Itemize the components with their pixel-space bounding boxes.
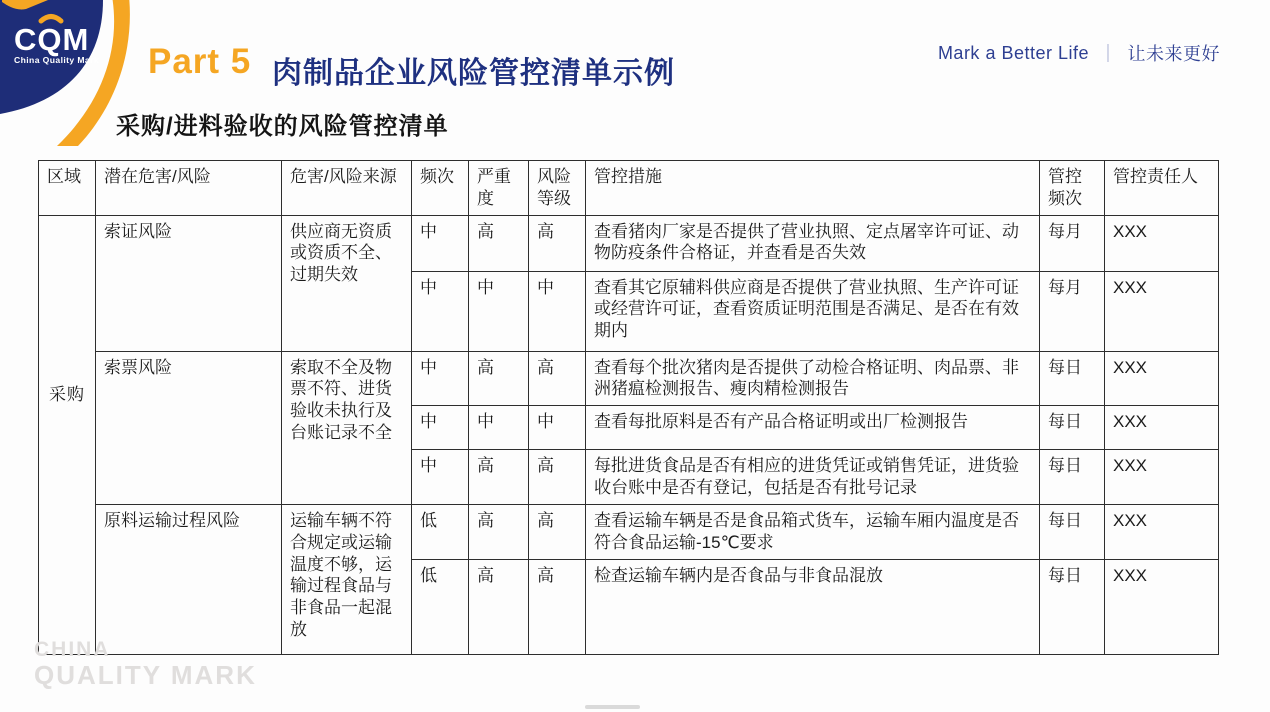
measure-cell: 查看猪肉厂家是否提供了营业执照、定点屠宰许可证、动物防疫条件合格证，并查看是否失效: [586, 215, 1040, 271]
risk-level-cell: 中: [529, 406, 586, 450]
measure-cell: 查看运输车辆是否是食品箱式货车，运输车厢内温度是否符合食品运输-15℃要求: [586, 505, 1040, 560]
brand-tagline: [938, 40, 1220, 66]
tagline-divider: ｜: [1099, 44, 1118, 64]
owner-cell: XXX: [1105, 505, 1219, 560]
measure-cell: 每批进货食品是否有相应的进货凭证或销售凭证，进货验收台账中是否有登记，包括是否有批号记录: [586, 450, 1040, 505]
col-header-area: 区域: [39, 161, 96, 216]
owner-cell: XXX: [1105, 351, 1219, 406]
cqm-logo-graphic: [0, 0, 210, 170]
frequency-cell: 中: [412, 271, 469, 351]
owner-cell: XXX: [1105, 559, 1219, 654]
hazard-cell: 原料运输过程风险: [96, 505, 282, 655]
watermark-line1: CHINA: [34, 638, 111, 661]
tagline-zh: 让未来更好: [1127, 44, 1220, 64]
source-cell: 供应商无资质或资质不全、过期失效: [282, 215, 412, 351]
frequency-cell: 中: [412, 215, 469, 271]
risk-control-table: [38, 160, 1219, 655]
control-frequency-cell: 每日: [1040, 406, 1105, 450]
risk-level-cell: 高: [529, 450, 586, 505]
measure-cell: 查看其它原辅料供应商是否提供了营业执照、生产许可证或经营许可证，查看资质证明范围是否满足、是否在有效期内: [586, 271, 1040, 351]
bottom-bar-artifact: [585, 705, 640, 709]
col-header-frequency: 频次: [412, 161, 469, 216]
measure-cell: 检查运输车辆内是否食品与非食品混放: [586, 559, 1040, 654]
logo-abbr: CQM: [14, 22, 90, 57]
col-header-control-frequency: 管控频次: [1040, 161, 1105, 216]
slide-subtitle: 采购/进料验收的风险管控清单: [116, 113, 449, 140]
frequency-cell: 低: [412, 505, 469, 560]
severity-cell: 高: [469, 450, 529, 505]
control-frequency-cell: 每日: [1040, 450, 1105, 505]
control-frequency-cell: 每月: [1040, 215, 1105, 271]
severity-cell: 中: [469, 406, 529, 450]
area-cell: 采购: [39, 215, 96, 654]
risk-level-cell: 高: [529, 505, 586, 560]
risk-level-cell: 高: [529, 559, 586, 654]
frequency-cell: 低: [412, 559, 469, 654]
cqm-logo: [0, 0, 210, 170]
owner-cell: XXX: [1105, 215, 1219, 271]
owner-cell: XXX: [1105, 271, 1219, 351]
control-frequency-cell: 每日: [1040, 351, 1105, 406]
severity-cell: 高: [469, 559, 529, 654]
watermark-line2: QUALITY MARK: [34, 660, 257, 691]
col-header-risk-level: 风险等级: [529, 161, 586, 216]
col-header-source: 危害/风险来源: [282, 161, 412, 216]
table-header-row: [39, 161, 1219, 216]
risk-level-cell: 中: [529, 271, 586, 351]
col-header-hazard: 潜在危害/风险: [96, 161, 282, 216]
severity-cell: 中: [469, 271, 529, 351]
owner-cell: XXX: [1105, 406, 1219, 450]
tagline-en: Mark a Better Life: [937, 42, 1089, 63]
owner-cell: XXX: [1105, 450, 1219, 505]
logo-subtext: China Quality Mark: [14, 55, 100, 65]
risk-level-cell: 高: [529, 215, 586, 271]
table-row: [39, 215, 1219, 271]
col-header-severity: 严重度: [469, 161, 529, 216]
severity-cell: 高: [469, 215, 529, 271]
measure-cell: 查看每批原料是否有产品合格证明或出厂检测报告: [586, 406, 1040, 450]
slide-title: 肉制品企业风险管控清单示例: [272, 57, 675, 90]
measure-cell: 查看每个批次猪肉是否提供了动检合格证明、肉品票、非洲猪瘟检测报告、瘦肉精检测报告: [586, 351, 1040, 406]
frequency-cell: 中: [412, 450, 469, 505]
control-frequency-cell: 每日: [1040, 559, 1105, 654]
source-cell: 索取不全及物票不符、进货验收未执行及台账记录不全: [282, 351, 412, 505]
control-frequency-cell: 每日: [1040, 505, 1105, 560]
table-row: [39, 505, 1219, 560]
control-frequency-cell: 每月: [1040, 271, 1105, 351]
col-header-measures: 管控措施: [586, 161, 1040, 216]
risk-level-cell: 高: [529, 351, 586, 406]
part-label: Part 5: [148, 42, 252, 81]
hazard-cell: 索票风险: [96, 351, 282, 505]
table-row: [39, 351, 1219, 406]
frequency-cell: 中: [412, 406, 469, 450]
source-cell: 运输车辆不符合规定或运输温度不够，运输过程食品与非食品一起混放: [282, 505, 412, 655]
severity-cell: 高: [469, 351, 529, 406]
hazard-cell: 索证风险: [96, 215, 282, 351]
background-watermark: [34, 638, 257, 690]
frequency-cell: 中: [412, 351, 469, 406]
severity-cell: 高: [469, 505, 529, 560]
col-header-owner: 管控责任人: [1105, 161, 1219, 216]
